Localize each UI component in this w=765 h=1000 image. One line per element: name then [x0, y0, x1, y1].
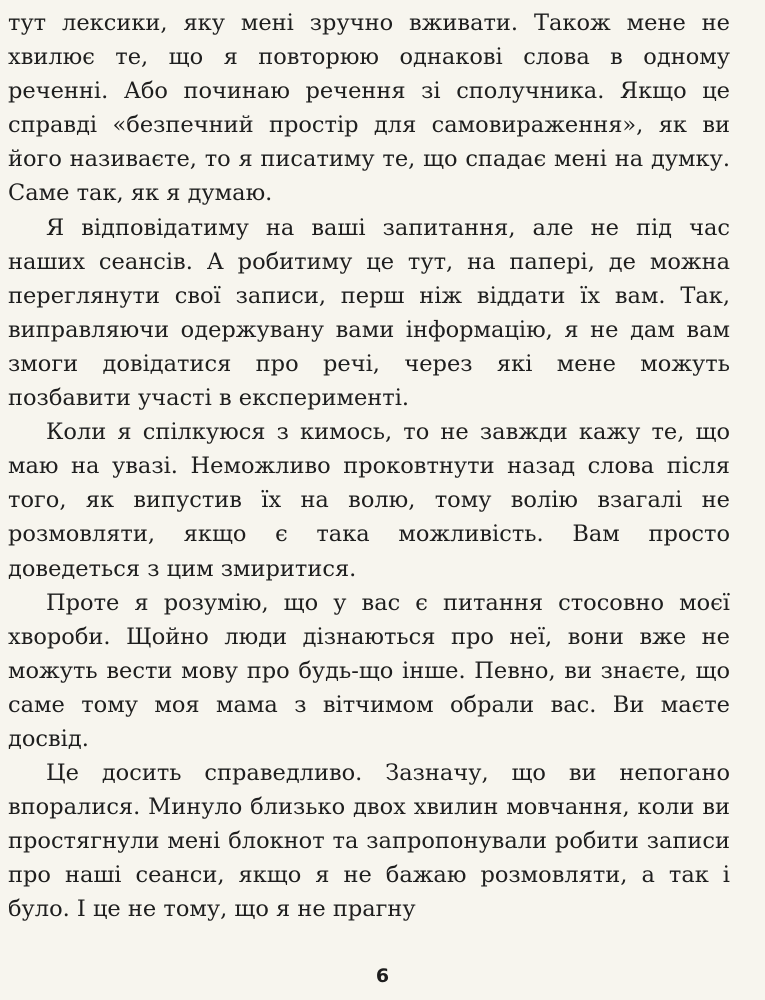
paragraph-1: тут лексики, яку мені зручно вживати. Також мене не хвилює те, що я повторюю однакові слова в одному реченні. Або починаю речення зі сполучника. Якщо це справді «безпечний простір для самовираження», як ви його називаєте, то я писатиму те, що спадає мені на думку. Саме так, як я думаю.	[8, 10, 730, 207]
paragraph-4: Проте я розумію, що у вас є питання стосовно моєї хвороби. Щойно люди дізнаються про неї, вони вже не можуть вести мову про будь-що інше. Певно, ви знаєте, що саме тому моя мама з вітчимом обрали вас. Ви маєте досвід.	[8, 589, 730, 752]
paragraph-5: Це досить справедливо. Зазначу, що ви непогано впоралися. Минуло близько двох хвилин мовчання, коли ви простягнули мені блокнот та запропонували робити записи про наші сеанси, якщо я не бажаю розмовляти, а так і було. І це не тому, що я не прагну	[8, 760, 730, 923]
body-text	[8, 6, 730, 927]
page-number: 6	[375, 965, 390, 987]
paragraph-3: Коли я спілкуюся з кимось, то не завжди кажу те, що маю на увазі. Неможливо проковтнути назад слова після того, як випустив їх на волю, тому волію взагалі не розмовляти, якщо є така можливість. Вам просто доведеться з цим змиритися.	[8, 419, 730, 582]
paragraph-2: Я відповідатиму на ваші запитання, але не під час наших сеансів. А робитиму це тут, на папері, де можна переглянути свої записи, перш ніж віддати їх вам. Так, виправляючи одержувану вами інформацію, я не дам вам змоги довідатися про речі, через які мене можуть позбавити участі в експерименті.	[8, 214, 730, 412]
